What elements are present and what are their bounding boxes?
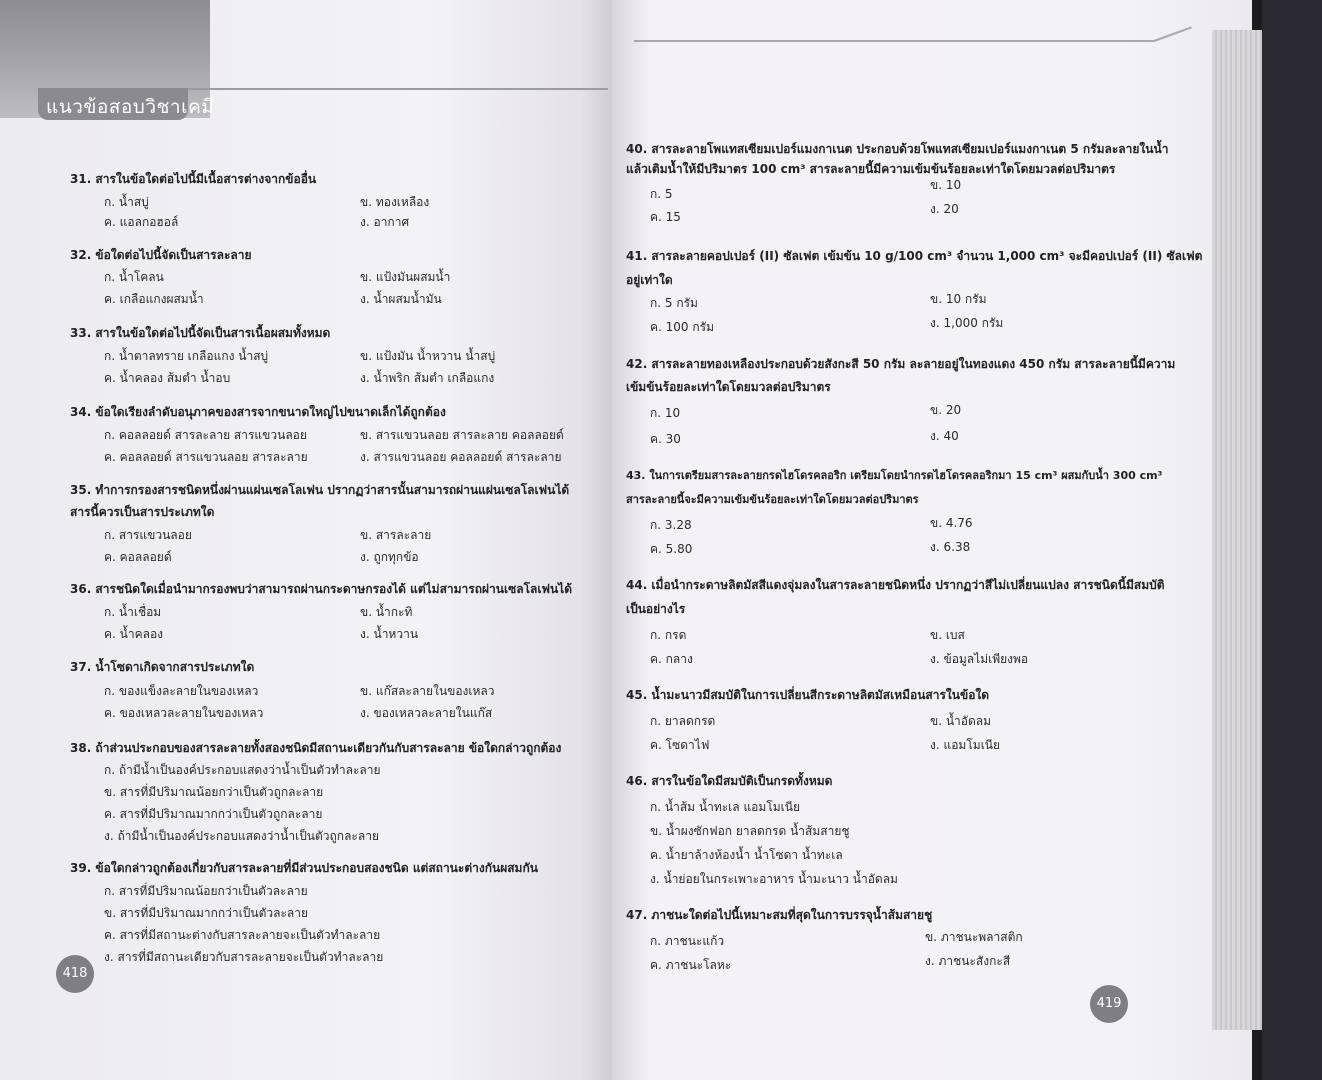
option: ก. สารที่มีปริมาณน้อยกว่าเป็นตัวละลาย xyxy=(104,884,308,898)
option: ก. 3.28 xyxy=(650,518,692,532)
option: ข. 10 กรัม xyxy=(930,292,987,306)
question-33: 33. สารในข้อใดต่อไปนี้จัดเป็นสารเนื้อผสมทั้งหมด xyxy=(70,326,331,340)
question-42-line2: เข้มข้นร้อยละเท่าใดโดยมวลต่อปริมาตร xyxy=(626,380,831,394)
option: ค. เกลือแกงผสมน้ำ xyxy=(104,292,204,306)
option: ข. 10 xyxy=(930,178,962,192)
option: ก. น้ำสบู่ xyxy=(104,195,149,209)
question-40: 40. สารละลายโพแทสเซียมเปอร์แมงกาเนต ประกอบด้วยโพแทสเซียมเปอร์แมงกาเนต 5 กรัมละลายในน้ำ xyxy=(626,142,1169,156)
option: ก. คอลลอยด์ สารละลาย สารแขวนลอย xyxy=(104,428,307,442)
option: ก. น้ำตาลทราย เกลือแกง น้ำสบู่ xyxy=(104,349,269,363)
option: ค. คอลลอยด์ xyxy=(104,550,172,564)
option: ข. น้ำอัดลม xyxy=(930,714,992,728)
option: ก. ภาชนะแก้ว xyxy=(650,934,725,948)
option: ข. 4.76 xyxy=(930,516,973,530)
option: ค. น้ำคลอง xyxy=(104,627,164,641)
option: ง. ภาชนะสังกะสี xyxy=(925,954,1011,968)
option: ง. ถ้ามีน้ำเป็นองค์ประกอบแสดงว่าน้ำเป็นตัวถูกละลาย xyxy=(104,829,379,843)
option: ง. อากาศ xyxy=(360,215,410,229)
option: ก. น้ำโคลน xyxy=(104,270,164,284)
option: ง. แอมโมเนีย xyxy=(930,738,1001,752)
option: ข. ทองเหลือง xyxy=(360,195,430,209)
option: ข. 20 xyxy=(930,403,962,417)
option: ค. 5.80 xyxy=(650,542,693,556)
header-rule xyxy=(188,88,608,90)
option: ง. ของเหลวละลายในแก๊ส xyxy=(360,706,493,720)
option: ง. 6.38 xyxy=(930,540,971,554)
option: ข. แป้งมันผสมน้ำ xyxy=(360,270,451,284)
option: ข. น้ำกะทิ xyxy=(360,605,413,619)
question-41-line2: อยู่เท่าใด xyxy=(626,273,673,287)
option: ก. ถ้ามีน้ำเป็นองค์ประกอบแสดงว่าน้ำเป็นตัวทำละลาย xyxy=(104,763,381,777)
option: ข. แก๊สละลายในของเหลว xyxy=(360,684,495,698)
option: ง. ถูกทุกข้อ xyxy=(360,550,419,564)
question-37: 37. น้ำโซดาเกิดจากสารประเภทใด xyxy=(70,660,255,674)
question-45: 45. น้ำมะนาวมีสมบัติในการเปลี่ยนสีกระดาษลิตมัสเหมือนสารในข้อใด xyxy=(626,688,990,702)
question-34: 34. ข้อใดเรียงลำดับอนุภาคของสารจากขนาดใหญ่ไปขนาดเล็กได้ถูกต้อง xyxy=(70,405,446,419)
background-margin xyxy=(1262,0,1322,1080)
option: ข. น้ำผงซักฟอก ยาลดกรด น้ำส้มสายชู xyxy=(650,824,850,838)
option: ก. ยาลดกรด xyxy=(650,714,716,728)
option: ค. ของเหลวละลายในของเหลว xyxy=(104,706,264,720)
option: ง. น้ำผสมน้ำมัน xyxy=(360,292,442,306)
option: ก. สารแขวนลอย xyxy=(104,528,192,542)
right-header-rule xyxy=(634,40,1154,42)
option: ง. ข้อมูลไม่เพียงพอ xyxy=(930,652,1029,666)
question-46: 46. สารในข้อใดมีสมบัติเป็นกรดทั้งหมด xyxy=(626,774,833,788)
page-number-right: 419 xyxy=(1090,985,1128,1023)
option: ง. สารที่มีสถานะเดียวกับสารละลายจะเป็นตัวทำละลาย xyxy=(104,950,384,964)
question-35: 35. ทำการกรองสารชนิดหนึ่งผ่านแผ่นเซลโลเฟน ปรากฏว่าสารนั้นสามารถผ่านแผ่นเซลโลเฟนได้ xyxy=(70,483,570,497)
question-35-line2: สารนี้ควรเป็นสารประเภทใด xyxy=(70,505,215,519)
question-41: 41. สารละลายคอปเปอร์ (II) ซัลเฟต เข้มข้น 10 g/100 cm³ จำนวน 1,000 cm³ จะมีคอปเปอร์ (II) ซัลเฟต xyxy=(626,249,1203,263)
option: ก. น้ำเชื่อม xyxy=(104,605,162,619)
option: ก. 5 กรัม xyxy=(650,296,698,310)
option: ค. แอลกอฮอล์ xyxy=(104,215,179,229)
option: ง. 20 xyxy=(930,202,959,216)
question-38: 38. ถ้าส่วนประกอบของสารละลายทั้งสองชนิดมีสถานะเดียวกันกับสารละลาย ข้อใดกล่าวถูกต้อง xyxy=(70,741,562,755)
page-number-left: 418 xyxy=(56,955,94,993)
option: ก. 10 xyxy=(650,406,681,420)
question-40-line2: แล้วเติมน้ำให้มีปริมาตร 100 cm³ สารละลายนี้มีความเข้มข้นร้อยละเท่าใดโดยมวลต่อปริมาตร xyxy=(626,162,1116,176)
option: ค. น้ำยาล้างห้องน้ำ น้ำโซดา น้ำทะเล xyxy=(650,848,843,862)
option: ข. สารที่มีปริมาณน้อยกว่าเป็นตัวถูกละลาย xyxy=(104,785,324,799)
option: ก. ของแข็งละลายในของเหลว xyxy=(104,684,259,698)
option: ข. ภาชนะพลาสติก xyxy=(925,930,1023,944)
option: ค. คอลลอยด์ สารแขวนลอย สารละลาย xyxy=(104,450,308,464)
option: ก. กรด xyxy=(650,628,687,642)
question-43: 43. ในการเตรียมสารละลายกรดไฮโดรคลอริก เตรียมโดยนำกรดไฮโดรคลอริกมา 15 cm³ ผสมกับน้ำ 300 cm³ xyxy=(626,469,1163,482)
option: ง. น้ำหวาน xyxy=(360,627,419,641)
question-31: 31. สารในข้อใดต่อไปนี้มีเนื้อสารต่างจากข้ออื่น xyxy=(70,172,317,186)
option: ค. 100 กรัม xyxy=(650,320,714,334)
option: ก. 5 xyxy=(650,187,673,201)
question-36: 36. สารชนิดใดเมื่อนำมากรองพบว่าสามารถผ่านกระดาษกรองได้ แต่ไม่สามารถผ่านเซลโลเฟนได้ xyxy=(70,582,572,596)
option: ค. 15 xyxy=(650,210,681,224)
question-39: 39. ข้อใดกล่าวถูกต้องเกี่ยวกับสารละลายที่มีส่วนประกอบสองชนิด แต่สถานะต่างกันผสมกัน xyxy=(70,861,538,875)
option: ก. น้ำส้ม น้ำทะเล แอมโมเนีย xyxy=(650,800,800,814)
option: ข. สารแขวนลอย สารละลาย คอลลอยด์ xyxy=(360,428,564,442)
option: ง. น้ำย่อยในกระเพาะอาหาร น้ำมะนาว น้ำอัดลม xyxy=(650,872,898,886)
option: ค. ภาชนะโลหะ xyxy=(650,958,732,972)
option: ง. สารแขวนลอย คอลลอยด์ สารละลาย xyxy=(360,450,562,464)
question-44: 44. เมื่อนำกระดาษลิตมัสสีแดงจุ่มลงในสารละลายชนิดหนึ่ง ปรากฏว่าสีไม่เปลี่ยนแปลง สารชนิดนี้มีสมบัติ xyxy=(626,578,1165,592)
header-title: แนวข้อสอบวิชาเคมี xyxy=(46,96,215,118)
option: ง. 40 xyxy=(930,429,959,443)
question-43-line2: สารละลายนี้จะมีความเข้มข้นร้อยละเท่าใดโดยมวลต่อปริมาตร xyxy=(626,493,919,506)
option: ข. แป้งมัน น้ำหวาน น้ำสบู่ xyxy=(360,349,496,363)
question-44-line2: เป็นอย่างไร xyxy=(626,602,686,616)
option: ง. 1,000 กรัม xyxy=(930,316,1004,330)
question-32: 32. ข้อใดต่อไปนี้จัดเป็นสารละลาย xyxy=(70,248,252,262)
option: ค. โซดาไฟ xyxy=(650,738,710,752)
option: ข. เบส xyxy=(930,628,965,642)
book-page-edges xyxy=(1212,30,1262,1030)
option: ค. กลาง xyxy=(650,652,693,666)
option: ค. 30 xyxy=(650,432,681,446)
question-42: 42. สารละลายทองเหลืองประกอบด้วยสังกะสี 50 กรัม ละลายอยู่ในทองแดง 450 กรัม สารละลายนี้มีความ xyxy=(626,357,1176,371)
option: ค. สารที่มีปริมาณมากกว่าเป็นตัวถูกละลาย xyxy=(104,807,323,821)
option: ข. สารที่มีปริมาณมากกว่าเป็นตัวละลาย xyxy=(104,906,309,920)
question-47: 47. ภาชนะใดต่อไปนี้เหมาะสมที่สุดในการบรรจุน้ำส้มสายชู xyxy=(626,908,933,922)
option: ข. สารละลาย xyxy=(360,528,432,542)
option: ค. น้ำคลอง ส้มตำ น้ำอบ xyxy=(104,371,231,385)
option: ค. สารที่มีสถานะต่างกับสารละลายจะเป็นตัวทำละลาย xyxy=(104,928,381,942)
option: ง. น้ำพริก ส้มตำ เกลือแกง xyxy=(360,371,495,385)
